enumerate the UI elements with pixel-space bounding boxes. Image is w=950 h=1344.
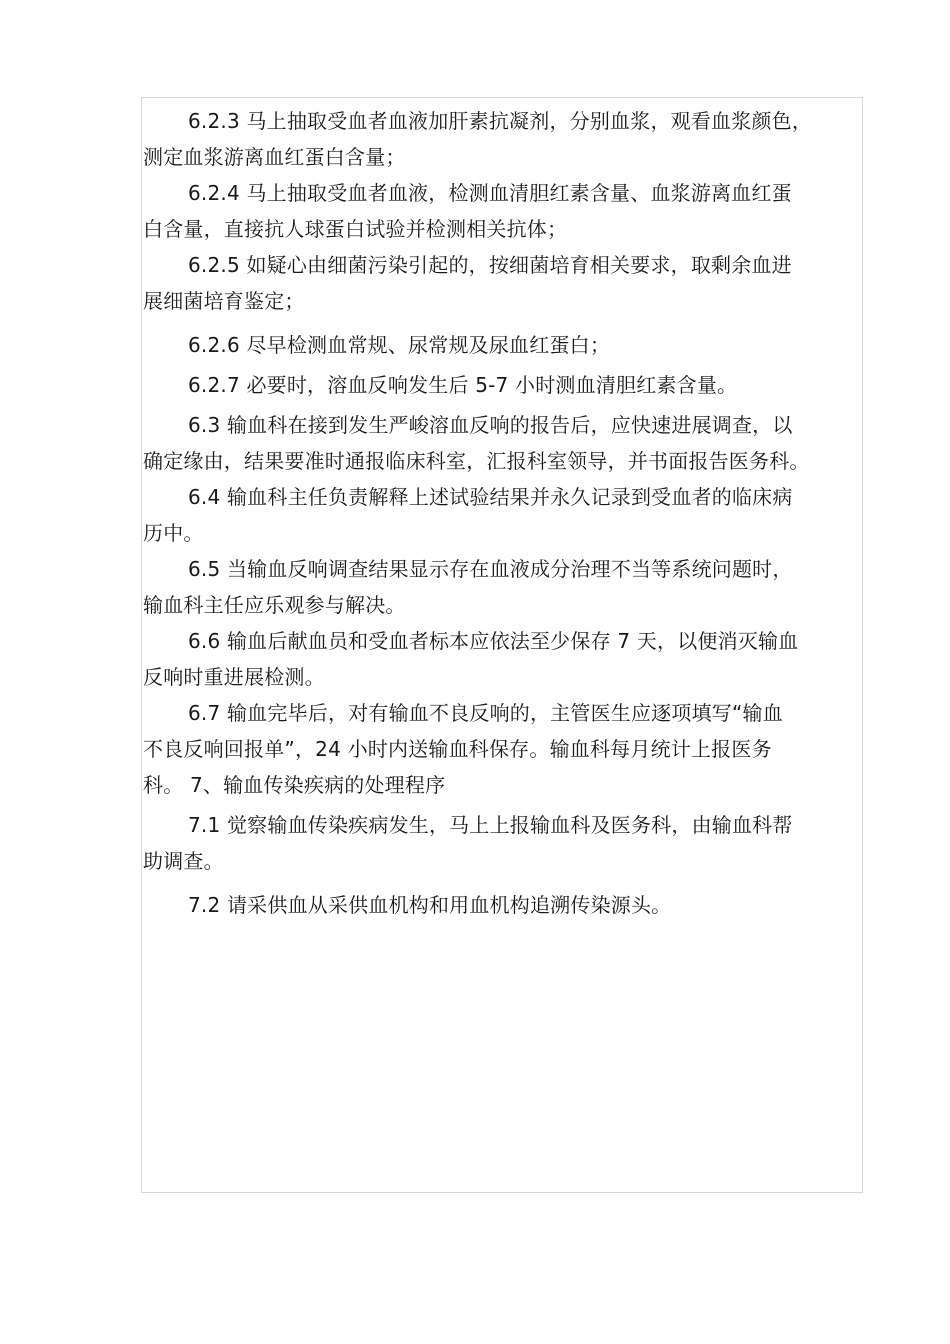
paragraph-6-7: 6.7 输血完毕后，对有输血不良反响的，主管医生应逐项填写“输血 不良反响回报单”，24 小时内送输血科保存。输血科每月统计上报医务 科。 7、输血传染疾病的处理程序: [143, 701, 783, 797]
paragraph-6-2-5: 6.2.5 如疑心由细菌污染引起的，按细菌培育相关要求，取剩余血进 展细菌培育鉴定；: [143, 253, 792, 313]
paragraph-7-1: 7.1 觉察输血传染疾病发生，马上上报输血科及医务科，由输血科帮 助调查。: [143, 813, 793, 873]
paragraph-6-5: 6.5 当输血反响调查结果显示存在血液成分治理不当等系统问题时， 输血科主任应乐观参与解决。: [143, 557, 793, 617]
paragraph-6-2-3: 6.2.3 马上抽取受血者血液加肝素抗凝剂，分别血浆，观看血浆颜色， 测定血浆游离血红蛋白含量；: [143, 109, 813, 169]
paragraph-7-2: 7.2 请采供血从采供血机构和用血机构追溯传染源头。: [188, 893, 672, 917]
paragraph-6-2-4: 6.2.4 马上抽取受血者血液，检测血清胆红素含量、血浆游离血红蛋 白含量，直接抗人球蛋白试验并检测相关抗体；: [143, 181, 792, 241]
document-body: [143, 103, 865, 923]
paragraph-6-2-6: 6.2.6 尽早检测血常规、尿常规及尿血红蛋白；: [188, 333, 611, 357]
paragraph-6-4: 6.4 输血科主任负责解释上述试验结果并永久记录到受血者的临床病 历中。: [143, 485, 793, 545]
paragraph-6-6: 6.6 输血后献血员和受血者标本应依法至少保存 7 天，以便消灭输血 反响时重进展检测。: [143, 629, 799, 689]
paragraph-6-2-7: 6.2.7 必要时，溶血反响发生后 5-7 小时测血清胆红素含量。: [188, 373, 738, 397]
paragraph-6-3: 6.3 输血科在接到发生严峻溶血反响的报告后，应快速进展调查，以 确定缘由，结果要准时通报临床科室，汇报科室领导，并书面报告医务科。: [143, 413, 810, 473]
